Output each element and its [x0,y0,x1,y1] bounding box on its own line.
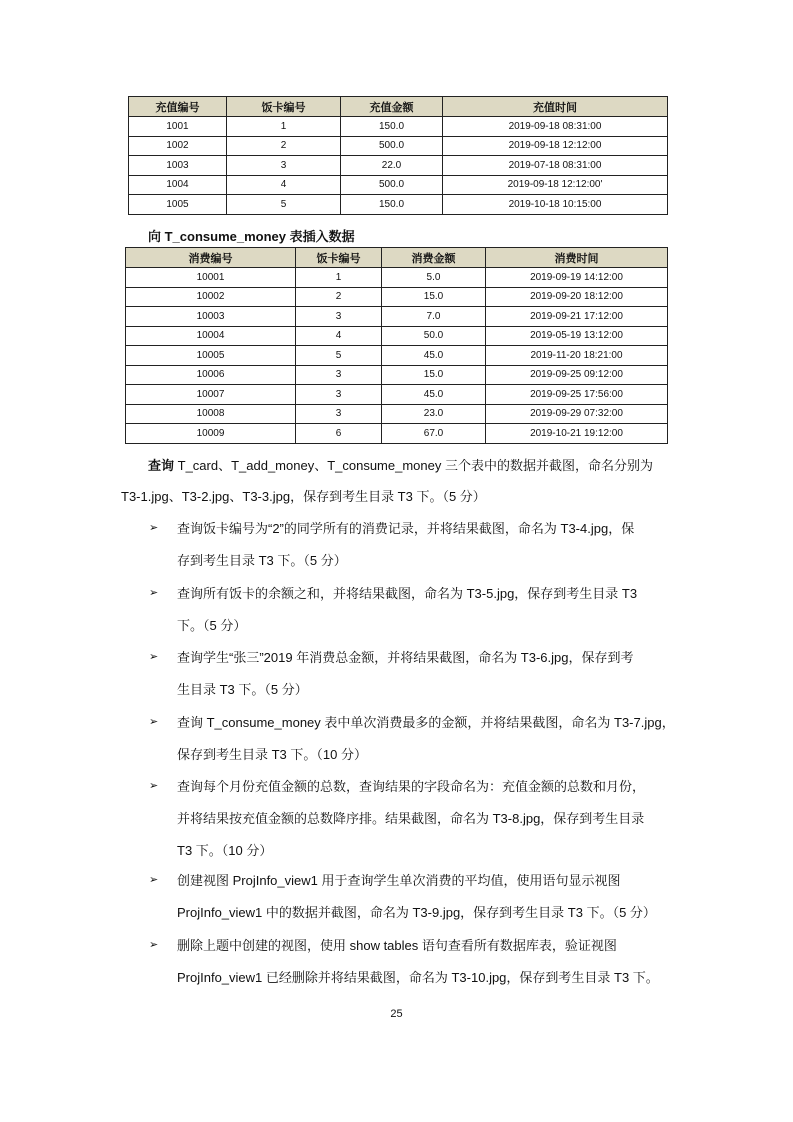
table-cell: 10009 [126,424,296,444]
bullet-icon: ➢ [149,939,159,951]
table-cell: 3 [296,307,382,327]
table-cell: 1001 [129,117,227,137]
table-cell: 22.0 [341,156,443,176]
table-row [129,175,668,195]
bullet-icon: ➢ [149,651,159,663]
bullet-icon: ➢ [149,780,159,792]
task-item-line: ProjInfo_view1 中的数据并截图，命名为 T3-9.jpg，保存到考生目录 T3 下。（5 分） [177,905,656,920]
task-item-line: 查询学生“张三”2019 年消费总金额，并将结果截图，命名为 T3-6.jpg，保存到考 [177,650,634,665]
table-cell: 5 [296,346,382,366]
bullet-icon: ➢ [149,587,159,599]
task-item-line: 保存到考生目录 T3 下。（10 分） [177,747,367,762]
table-cell: 45.0 [382,346,486,366]
table-cell: 1004 [129,175,227,195]
table-cell: 10004 [126,326,296,346]
table-cell: 4 [227,175,341,195]
table-cell: 50.0 [382,326,486,346]
task-item-line: 查询 T_consume_money 表中单次消费最多的金额，并将结果截图，命名为 T3-7.jpg， [177,715,675,730]
task-item-line: 下。（5 分） [177,618,247,633]
table-row [126,385,668,405]
table-cell: 1002 [129,136,227,156]
recharge-table [128,96,668,215]
header-cell: 充值金额 [341,97,443,117]
table-cell: 3 [296,404,382,424]
intro-text: T_card、T_add_money、T_consume_money 三个表中的数据并截图，命名分别为 [174,458,653,473]
header-cell: 充值编号 [129,97,227,117]
header-cell: 消费编号 [126,248,296,268]
table-cell: 1 [296,268,382,288]
table-cell: 2019-09-21 17:12:00 [486,307,668,327]
table-cell: 2019-09-29 07:32:00 [486,404,668,424]
table-cell: 1005 [129,195,227,215]
table-cell: 6 [296,424,382,444]
table-row [129,195,668,215]
table-cell: 10007 [126,385,296,405]
task-item-line: 查询饭卡编号为“2”的同学所有的消费记录，并将结果截图，命名为 T3-4.jpg，保 [177,521,635,536]
header-cell: 充值时间 [443,97,668,117]
task-item-line: 并将结果按充值金额的总数降序排。结果截图，命名为 T3-8.jpg，保存到考生目录 [177,811,645,826]
task-item-line: 查询所有饭卡的余额之和，并将结果截图，命名为 T3-5.jpg，保存到考生目录 T3 [177,586,638,601]
table-row [126,307,668,327]
table-cell: 67.0 [382,424,486,444]
table-header-row [129,97,668,117]
table-row [126,287,668,307]
table-cell: 3 [227,156,341,176]
table-cell: 1 [227,117,341,137]
bullet-icon: ➢ [149,874,159,886]
table-row [129,136,668,156]
table-cell: 1003 [129,156,227,176]
intro-bold: 查询 [148,458,175,473]
table-row [126,404,668,424]
table-cell: 15.0 [382,287,486,307]
table-row [126,268,668,288]
task-item-line: ProjInfo_view1 已经删除并将结果截图，命名为 T3-10.jpg，保存到考生目录 T3 下。 [177,970,659,985]
table-cell: 2019-09-18 08:31:00 [443,117,668,137]
table-cell: 5.0 [382,268,486,288]
table-cell: 2019-09-18 12:12:00 [443,136,668,156]
table-cell: 10003 [126,307,296,327]
table-header-row [126,248,668,268]
header-cell: 饭卡编号 [227,97,341,117]
table-cell: 4 [296,326,382,346]
task-item-line: 删除上题中创建的视图，使用 show tables 语句查看所有数据库表，验证视图 [177,938,617,953]
table-cell: 10006 [126,365,296,385]
table-cell: 2019-11-20 18:21:00 [486,346,668,366]
table-cell: 500.0 [341,175,443,195]
table-cell: 5 [227,195,341,215]
table-cell: 45.0 [382,385,486,405]
table-cell: 10005 [126,346,296,366]
table-cell: 2019-10-18 10:15:00 [443,195,668,215]
table-cell: 2019-07-18 08:31:00 [443,156,668,176]
table-cell: 2019-09-18 12:12:00' [443,175,668,195]
table-cell: 150.0 [341,117,443,137]
table-cell: 23.0 [382,404,486,424]
table-cell: 7.0 [382,307,486,327]
consume-table [125,247,668,444]
task-item-line: 生目录 T3 下。（5 分） [177,682,308,697]
table-row [126,424,668,444]
task-item-line: 查询每个月份充值金额的总数，查询结果的字段命名为：充值金额的总数和月份， [177,779,646,794]
table-row [126,346,668,366]
table-row [129,156,668,176]
table-cell: 2019-09-25 09:12:00 [486,365,668,385]
table-cell: 2 [227,136,341,156]
table-row [129,117,668,137]
table-cell: 2019-09-20 18:12:00 [486,287,668,307]
table-row [126,365,668,385]
table-cell: 15.0 [382,365,486,385]
header-cell: 消费时间 [486,248,668,268]
table-row [126,326,668,346]
intro-line-1 [148,456,653,476]
header-cell: 消费金额 [382,248,486,268]
task-item-line: T3 下。（10 分） [177,843,273,858]
table-cell: 150.0 [341,195,443,215]
intro-line-2: T3-1.jpg、T3-2.jpg、T3-3.jpg，保存到考生目录 T3 下。（5 分） [121,489,486,504]
table-cell: 2019-09-19 14:12:00 [486,268,668,288]
table-cell: 500.0 [341,136,443,156]
table2-caption: 向 T_consume_money 表插入数据 [148,229,355,244]
bullet-icon: ➢ [149,522,159,534]
page-number: 25 [390,1008,403,1020]
table-cell: 3 [296,365,382,385]
table-cell: 2019-10-21 19:12:00 [486,424,668,444]
table-cell: 3 [296,385,382,405]
table-cell: 10002 [126,287,296,307]
table-cell: 2019-05-19 13:12:00 [486,326,668,346]
table-cell: 10008 [126,404,296,424]
header-cell: 饭卡编号 [296,248,382,268]
bullet-icon: ➢ [149,716,159,728]
table-cell: 10001 [126,268,296,288]
task-item-line: 存到考生目录 T3 下。（5 分） [177,553,347,568]
table-cell: 2 [296,287,382,307]
table-cell: 2019-09-25 17:56:00 [486,385,668,405]
task-item-line: 创建视图 ProjInfo_view1 用于查询学生单次消费的平均值，使用语句显示视图 [177,873,621,888]
